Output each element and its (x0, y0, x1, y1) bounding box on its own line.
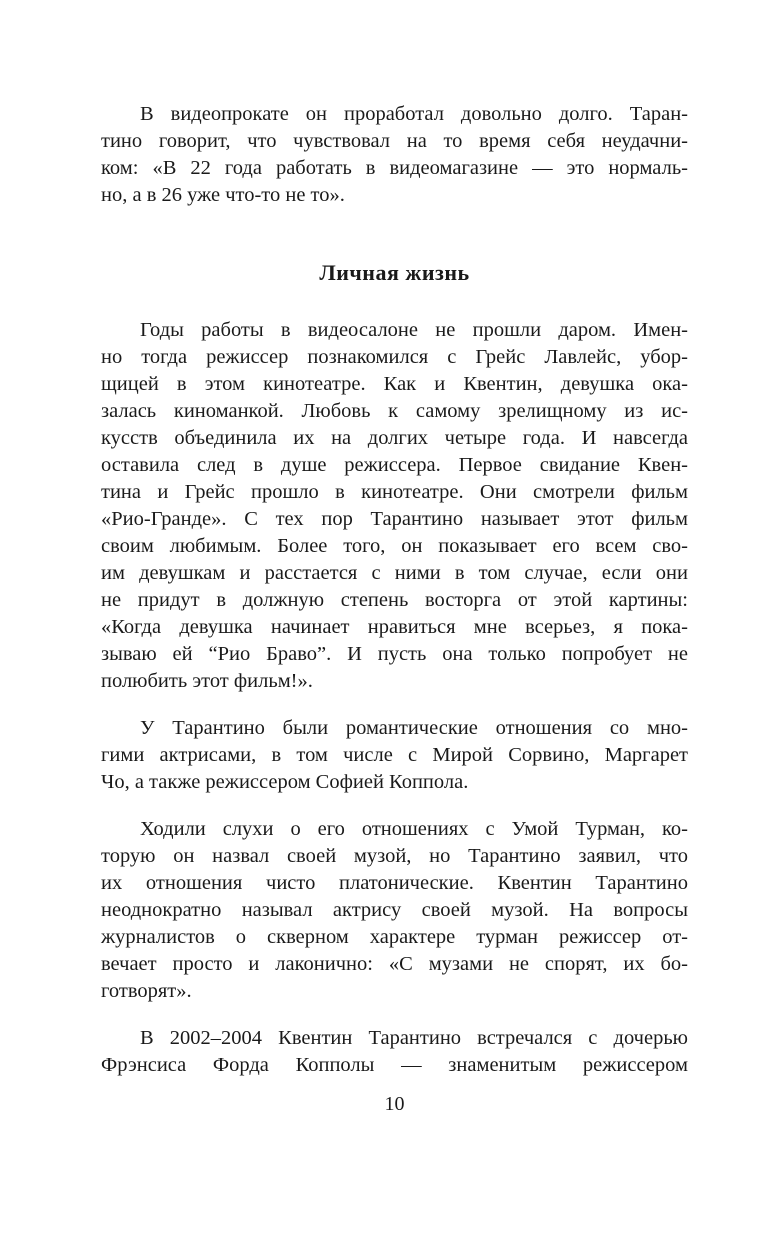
page-number: 10 (384, 1093, 405, 1115)
text-line: торую он назвал своей музой, но Тарантино заявил, что (101, 845, 688, 867)
paragraph-coppola-daughter (101, 1025, 688, 1079)
paragraph-videostore (101, 101, 688, 209)
text-line: вечает просто и лаконично: «С музами не спорят, их бо- (101, 953, 688, 975)
text-line: ком: «В 22 года работать в видеомагазине — это нормаль- (101, 157, 688, 179)
text-line: Ходили слухи о его отношениях с Умой Турман, ко- (140, 818, 688, 840)
text-line: «Рио-Гранде». С тех пор Тарантино называет этот фильм (101, 508, 688, 530)
text-line: зываю ей “Рио Браво”. И пусть она только попробует не (101, 643, 688, 665)
text-line: У Тарантино были романтические отношения со мно- (140, 717, 688, 739)
text-line: журналистов о скверном характере турман режиссер от- (101, 926, 688, 948)
text-line: но, а в 26 уже что-то не то». (101, 184, 345, 206)
text-line: В видеопрокате он проработал довольно долго. Таран- (140, 103, 688, 125)
text-line: Чо, а также режиссером Софией Коппола. (101, 771, 469, 793)
text-line: готворят». (101, 980, 192, 1002)
text-line: оставила след в душе режиссера. Первое свидание Квен- (101, 454, 688, 476)
text-line: своим любимым. Более того, он показывает его всем сво- (101, 535, 688, 557)
section-heading-personal-life: Личная жизнь (319, 260, 470, 285)
text-line: В 2002–2004 Квентин Тарантино встречался с дочерью (140, 1027, 688, 1049)
text-line: но тогда режиссер познакомился с Грейс Лавлейс, убор- (101, 346, 688, 368)
text-line: Фрэнсиса Форда Копполы — знаменитым режиссером (101, 1054, 688, 1076)
text-line: кусств объединила их на долгих четыре года. И навсегда (101, 427, 688, 449)
paragraph-actresses (101, 715, 688, 796)
text-line: «Когда девушка начинает нравиться мне всерьез, я пока- (101, 616, 688, 638)
page-content (101, 101, 688, 1079)
text-line: неоднократно называл актрису своей музой. На вопросы (101, 899, 688, 921)
text-line: гими актрисами, в том числе с Мирой Сорвино, Маргарет (101, 744, 688, 766)
paragraph-grace-lovelace (101, 317, 688, 695)
text-line: полюбить этот фильм!». (101, 670, 313, 692)
text-line: их отношения чисто платонические. Квентин Тарантино (101, 872, 688, 894)
text-line: щицей в этом кинотеатре. Как и Квентин, девушка ока- (101, 373, 688, 395)
text-line: тина и Грейс прошло в кинотеатре. Они смотрели фильм (101, 481, 688, 503)
text-line: им девушкам и расстается с ними в том случае, если они (101, 562, 688, 584)
text-line: Годы работы в видеосалоне не прошли даром. Имен- (140, 319, 688, 341)
text-line: залась киноманкой. Любовь к самому зрелищному из ис- (101, 400, 688, 422)
text-line: тино говорит, что чувствовал на то время себя неудачни- (101, 130, 688, 152)
paragraph-uma-thurman (101, 816, 688, 1005)
text-line: не придут в должную степень восторга от этой картины: (101, 589, 688, 611)
